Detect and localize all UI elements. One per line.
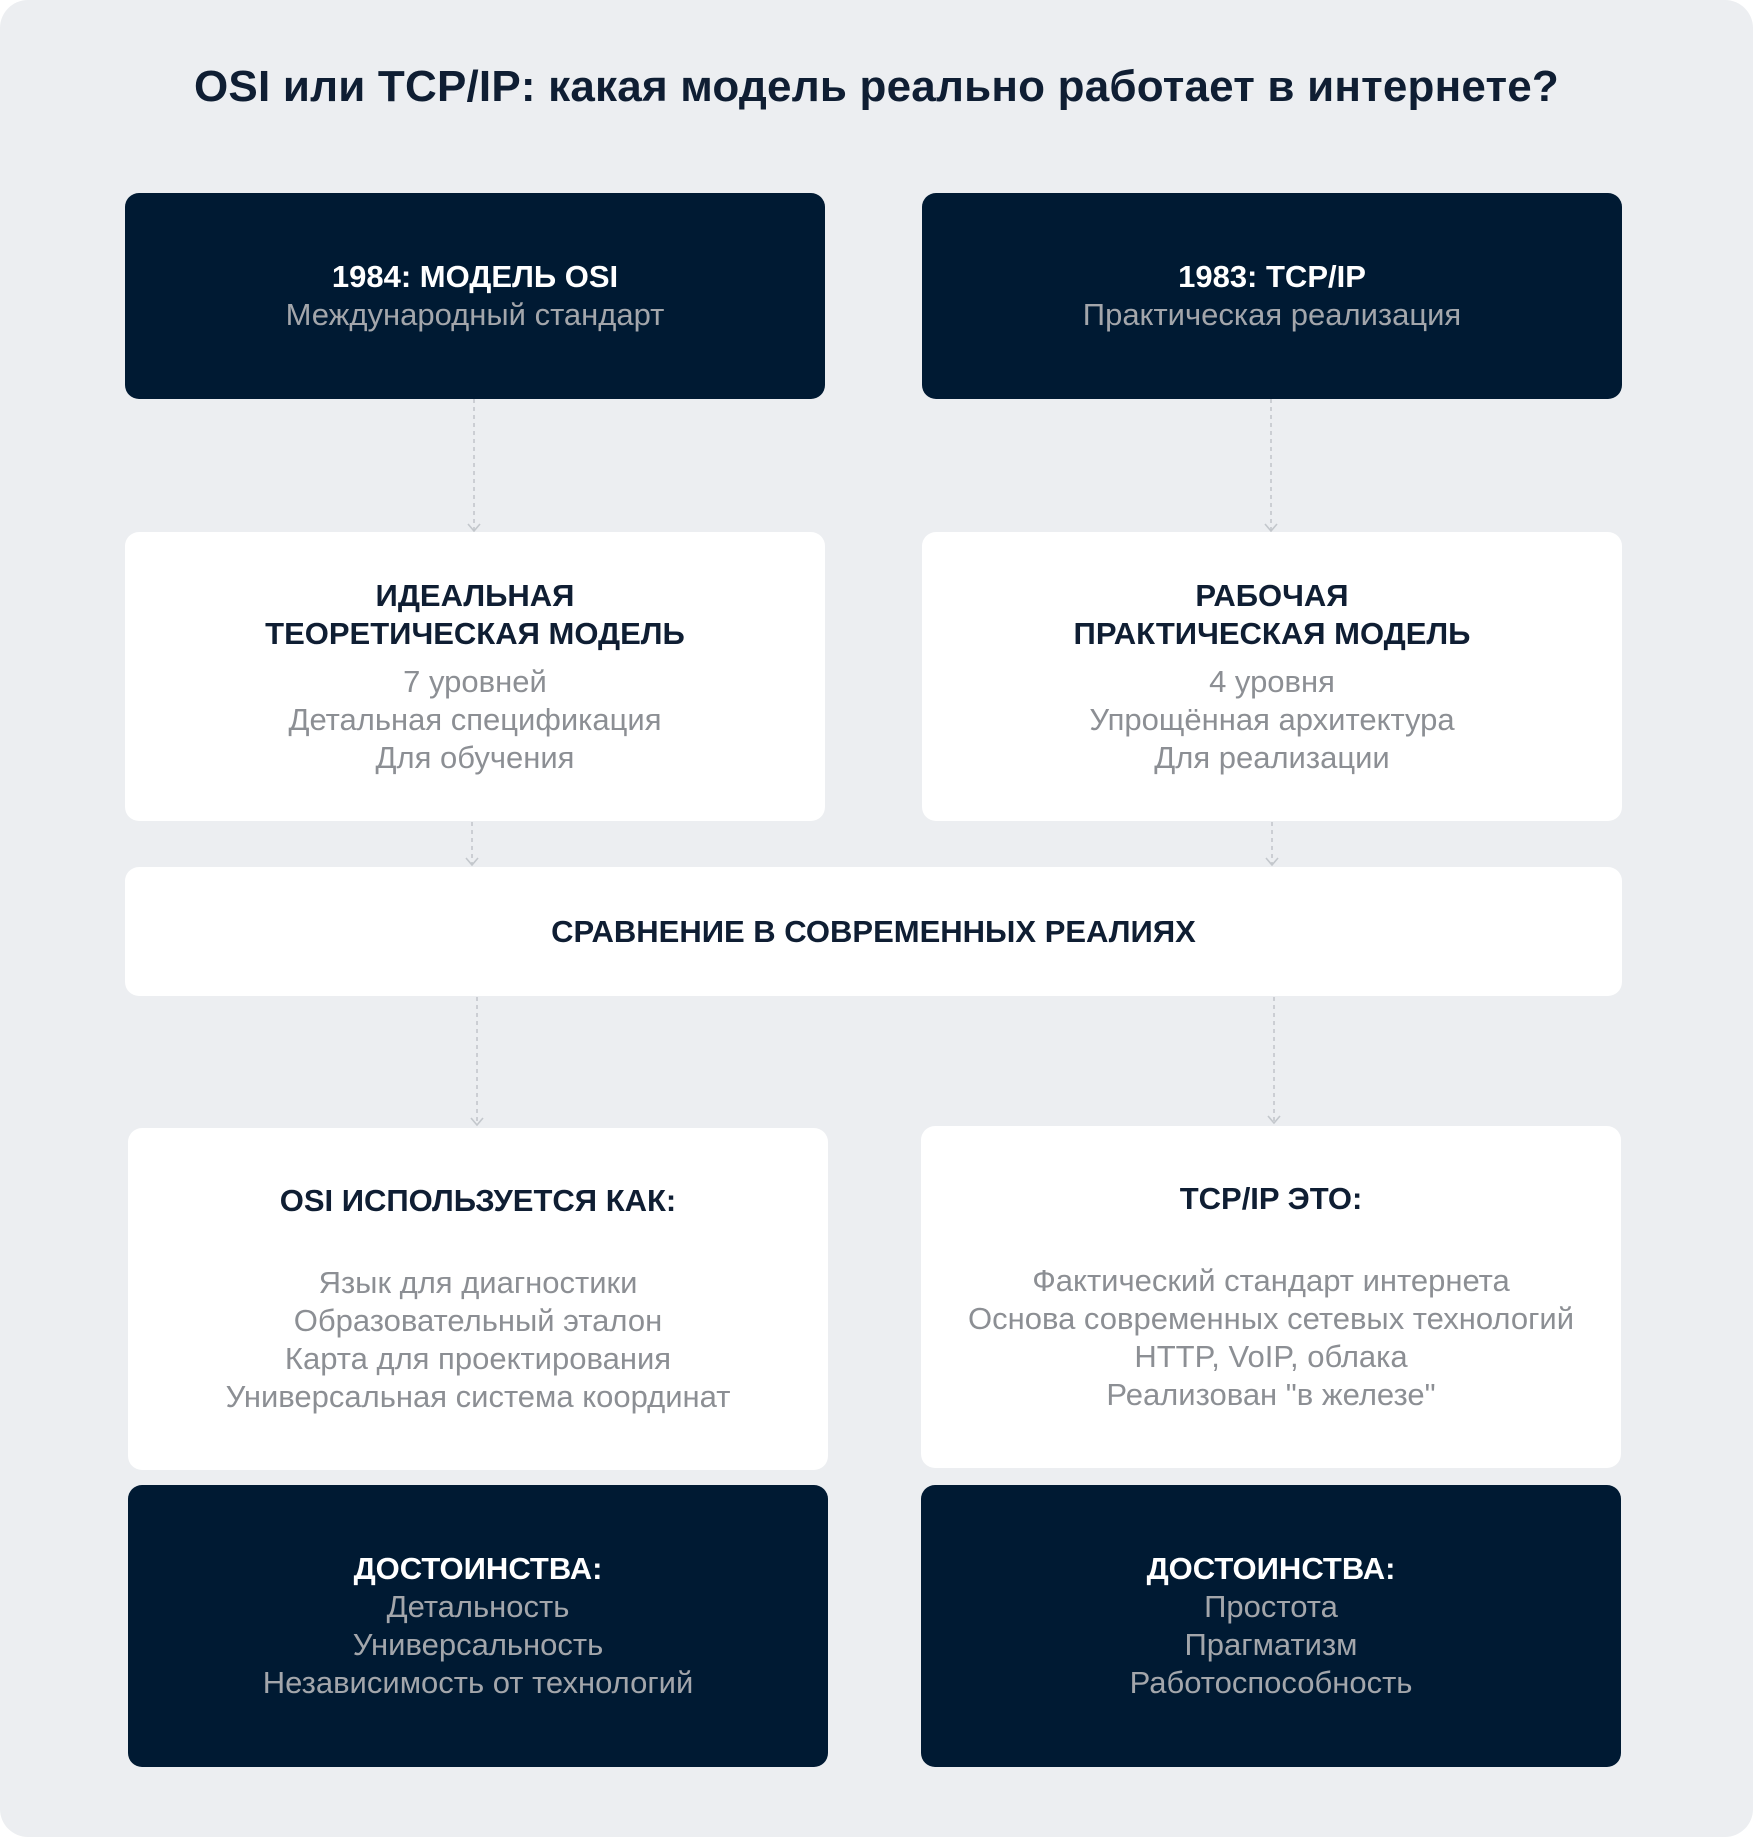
osi-model-box <box>125 532 825 821</box>
osi-model-line: 7 уровней <box>403 663 547 699</box>
tcp-origin-box <box>922 193 1622 399</box>
osi-origin-box <box>125 193 825 399</box>
tcp-usage-line: Основа современных сетевых технологий <box>967 1301 1575 1336</box>
osi-model-heading: ИДЕАЛЬНАЯ ТЕОРЕТИЧЕСКАЯ МОДЕЛЬ <box>265 577 685 651</box>
osi-pros-line: Универсальность <box>352 1627 604 1662</box>
comparison-box <box>125 867 1622 996</box>
osi-usage-line: Образовательный эталон <box>293 1303 663 1338</box>
tcp-usage-line: Фактический стандарт интернета <box>1032 1263 1510 1298</box>
arrowhead <box>466 858 478 865</box>
tcp-model-line: Для реализации <box>1154 739 1390 775</box>
tcp-usage-box <box>921 1126 1621 1468</box>
osi-usage-box <box>128 1128 828 1470</box>
tcp-origin-line: Практическая реализация <box>1082 297 1462 332</box>
arrowhead <box>471 1118 483 1125</box>
tcp-pros-line: Работоспособность <box>1129 1665 1413 1700</box>
arrowhead <box>1268 1116 1280 1123</box>
tcp-model-line: 4 уровня <box>1209 663 1335 699</box>
page-title: OSI или TCP/IP: какая модель реально работает в интернете? <box>194 62 1559 111</box>
osi-origin-line: Международный стандарт <box>285 297 665 332</box>
tcp-pros-box <box>921 1485 1621 1767</box>
osi-model-line: Детальная спецификация <box>288 701 662 737</box>
comparison-heading: СРАВНЕНИЕ В СОВРЕМЕННЫХ РЕАЛИЯХ <box>551 913 1196 949</box>
osi-usage-line: Язык для диагностики <box>318 1265 638 1300</box>
osi-usage-line: Универсальная система координат <box>225 1379 731 1414</box>
tcp-model-box <box>922 532 1622 821</box>
osi-usage-heading: OSI ИСПОЛЬЗУЕТСЯ КАК: <box>279 1183 677 1218</box>
osi-usage-line: Карта для проектирования <box>284 1341 672 1376</box>
osi-origin-heading: 1984: МОДЕЛЬ OSI <box>331 259 619 294</box>
tcp-origin-heading: 1983: TCP/IP <box>1178 259 1366 294</box>
tcp-model-line: Упрощённая архитектура <box>1089 701 1455 737</box>
osi-pros-heading: ДОСТОИНСТВА: <box>353 1551 603 1586</box>
tcp-usage-heading: TCP/IP ЭТО: <box>1179 1181 1363 1216</box>
osi-model-line: Для обучения <box>375 739 575 775</box>
tcp-usage-line: Реализован "в железе" <box>1106 1377 1436 1412</box>
osi-pros-line: Детальность <box>386 1589 570 1624</box>
arrowhead <box>1266 858 1278 865</box>
osi-pros-box <box>128 1485 828 1767</box>
tcp-pros-line: Прагматизм <box>1184 1627 1358 1662</box>
tcp-usage-line: HTTP, VoIP, облака <box>1134 1339 1408 1374</box>
arrowhead <box>468 524 480 531</box>
tcp-pros-line: Простота <box>1204 1589 1338 1624</box>
osi-pros-line: Независимость от технологий <box>262 1665 694 1700</box>
tcp-pros-heading: ДОСТОИНСТВА: <box>1146 1551 1396 1586</box>
arrowhead <box>1265 524 1277 531</box>
tcp-model-heading: РАБОЧАЯ ПРАКТИЧЕСКАЯ МОДЕЛЬ <box>1073 577 1471 651</box>
